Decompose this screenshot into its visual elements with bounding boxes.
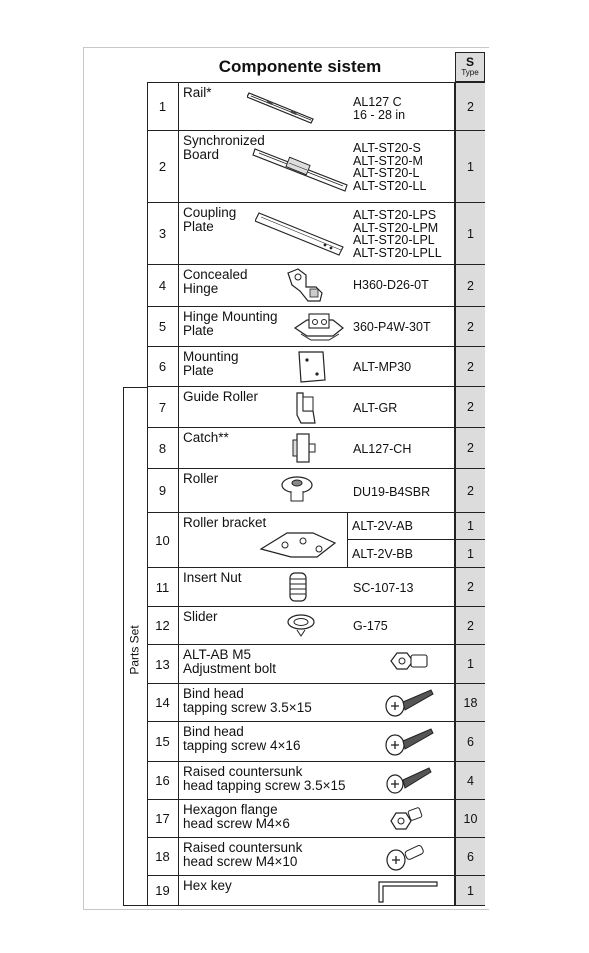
part-code: G-175 [353,619,388,633]
part-code: SC-107-13 [353,581,414,595]
slider-icon [285,612,317,640]
part-code: H360-D26-0T [353,278,429,292]
table-row [147,347,485,387]
part-qty: 2 [455,469,485,512]
row-number: 13 [147,645,179,683]
parts-set-label: Parts Set [128,625,143,675]
table-row [147,387,485,428]
row-number: 8 [147,428,179,468]
table-row [147,722,485,762]
table-row [147,428,485,469]
synchronized-board-icon [247,141,352,197]
page-edge [83,47,84,910]
concealed-hinge-icon [284,267,328,305]
part-qty: 2 [455,265,485,306]
row-number: 5 [147,307,179,346]
row-number: 17 [147,800,179,837]
part-qty: 2 [455,568,485,606]
part-code: AL127 C 16 - 28 in [353,95,406,122]
part-qty: 2 [455,607,485,644]
table-row [147,307,485,347]
part-name: Guide Roller [183,389,259,404]
row-number: 16 [147,762,179,799]
coupling-plate-icon [255,209,350,261]
catch-icon [289,432,319,466]
row-number: 3 [147,203,179,264]
part-name: Mounting Plate [183,349,239,378]
row-number: 10 [147,513,179,567]
part-qty: 2 [455,83,485,130]
part-name: Coupling Plate [183,205,237,234]
part-name: Raised countersunk head screw M4×10 [183,840,303,869]
table-row [147,513,485,568]
bind-head-screw-icon [383,686,437,720]
hinge-mounting-plate-icon [293,310,345,344]
row-number: 19 [147,876,179,905]
table-row [147,800,485,838]
table-row [147,684,485,722]
part-name: Slider [183,609,218,624]
part-code: AL127-CH [353,442,412,456]
part-name: Hinge Mounting Plate [183,309,278,338]
adjustment-bolt-icon [385,647,431,681]
type-sub-label: Type [461,68,479,77]
part-code: ALT-MP30 [353,360,412,374]
part-qty: 1 [455,645,485,683]
table-title: Componente sistem [218,57,382,76]
roller-icon [279,473,315,507]
part-code-b: ALT-2V-BB [347,540,455,567]
roller-bracket-icon [257,525,339,565]
part-qty: 2 [455,307,485,346]
part-qty-b: 1 [455,540,485,567]
part-qty: 1 [455,203,485,264]
part-qty: 1 [455,876,485,905]
table-row [147,83,485,131]
table-row [147,645,485,684]
part-code: ALT-ST20-LPS ALT-ST20-LPM ALT-ST20-LPL ALT-ST20-LPLL [353,208,442,260]
table-row [147,568,485,607]
part-name: Roller bracket [183,515,267,530]
type-label: S [465,55,474,69]
table-row [147,607,485,645]
part-name: Raised countersunk head tapping screw 3.5×15 [183,764,346,793]
table-row [147,131,485,203]
part-qty: 18 [455,684,485,721]
part-qty: 2 [455,387,485,427]
part-qty: 2 [455,428,485,468]
guide-roller-icon [291,391,319,425]
part-code: 360-P4W-30T [353,320,431,334]
part-qty: 4 [455,762,485,799]
part-name: Synchronized Board [183,133,265,162]
part-qty: 1 [455,131,485,202]
row-number: 14 [147,684,179,721]
part-qty: 6 [455,722,485,761]
part-name: ALT-AB M5 Adjustment bolt [183,647,277,676]
type-header [455,52,485,82]
row-number: 9 [147,469,179,512]
part-qty: 6 [455,838,485,875]
row-number: 18 [147,838,179,875]
hexagon-flange-screw-icon [387,803,427,835]
part-code-a: ALT-2V-AB [347,513,455,540]
part-code: DU19-B4SBR [353,485,431,499]
part-qty: 2 [455,347,485,386]
countersunk-tapping-screw-icon [385,764,435,796]
part-code: ALT-ST20-S ALT-ST20-M ALT-ST20-L ALT-ST20-LL [353,141,427,193]
part-name: Hexagon flange head screw M4×6 [183,802,290,831]
table-row [147,265,485,307]
row-number: 2 [147,131,179,202]
part-name: Concealed Hinge [183,267,248,296]
mounting-plate-icon [295,350,329,384]
table-row [147,876,485,906]
row-number: 11 [147,568,179,606]
bind-head-screw-icon [383,725,437,759]
part-name: Hex key [183,878,232,893]
table-row [147,838,485,876]
table-row [147,469,485,513]
row-number: 1 [147,83,179,130]
part-name: Insert Nut [183,570,242,585]
row-number: 7 [147,387,179,427]
part-qty-a: 1 [455,513,485,540]
rail-icon [247,89,317,125]
part-name: Rail* [183,85,212,100]
part-name: Catch** [183,430,229,445]
row-number: 12 [147,607,179,644]
part-code: ALT-GR [353,401,398,415]
part-name: Roller [183,471,219,486]
row-number: 6 [147,347,179,386]
insert-nut-icon [287,571,309,604]
hex-key-icon [377,878,441,904]
row-number: 4 [147,265,179,306]
part-name: Bind head tapping screw 3.5×15 [183,686,312,715]
page-edge-bottom [83,909,489,910]
page-edge-top [83,47,489,48]
table-row [147,203,485,265]
row-number: 15 [147,722,179,761]
table-row [147,762,485,800]
part-name: Bind head tapping screw 4×16 [183,724,301,753]
countersunk-screw-icon [385,840,429,874]
part-qty: 10 [455,800,485,837]
